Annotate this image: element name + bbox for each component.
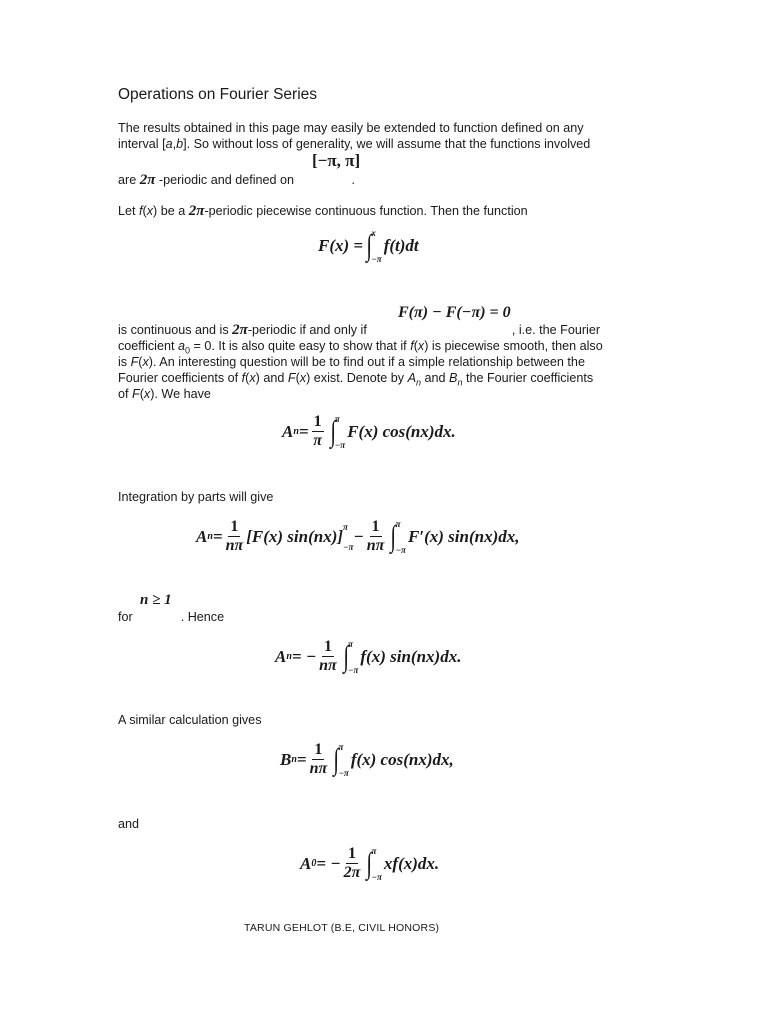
integral-sign: ∫ π −π <box>366 845 382 882</box>
intro-paragraph-line2: interval [a,b]. So without loss of generality, we will assume that the functions involved <box>118 137 591 151</box>
equation-An-result: A n = − $\frac{1}{n\pi}$ ∫ π −π f(x) sin(nx)dx. <box>275 638 462 675</box>
two-pi-math: 2π <box>232 322 248 338</box>
n-geq-1-math: n ≥ 1 <box>140 592 172 608</box>
let-paragraph: Let f(x) be a 2π-periodic piecewise continuous function. Then the function <box>118 203 528 219</box>
continuity-paragraph-line5: of F(x). We have <box>118 387 211 401</box>
equation-F-definition: F(x) = ∫ x −π f(t)dt <box>318 228 419 264</box>
intro-paragraph-line1: The results obtained in this page may easily be extended to function defined on any <box>118 121 584 135</box>
equation-An-definition: A n = $\frac{1}{\pi}$ ∫ π −π F(x) cos(nx)dx. <box>282 413 456 450</box>
two-pi-math: 2π <box>188 203 205 219</box>
integral-sign: ∫ π −π <box>390 518 406 555</box>
interval-math: [−π, π] <box>312 151 361 170</box>
author-footer: TARUN GEHLOT (B.E, CIVIL HONORS) <box>244 922 440 934</box>
for-hence-text: for . Hence <box>118 610 225 624</box>
equation-Bn-result: B n = $\frac{1}{n\pi}$ ∫ π −π f(x) cos(nx)dx, <box>280 741 454 778</box>
two-pi-math: 2π <box>139 172 156 188</box>
continuity-paragraph-line2: coefficient $a_0 = 0$. It is also quite easy to show that if f(x) is piecewise smooth, then also <box>118 339 603 356</box>
integral-sign: ∫ π −π <box>343 638 359 675</box>
and-text: and <box>118 817 140 831</box>
periodicity-condition-math: F(π) − F(−π) = 0 <box>398 304 511 321</box>
page-title: Operations on Fourier Series <box>118 86 318 103</box>
intro-paragraph-line3: are 2π -periodic and defined on . <box>118 172 356 188</box>
similar-calculation-text: A similar calculation gives <box>118 713 262 727</box>
continuity-paragraph-line1: is continuous and is 2π-periodic if and only if , i.e. the Fourier <box>118 322 601 338</box>
continuity-paragraph-line3: is F(x). An interesting question will be to find out if a simple relationship between the <box>118 355 585 369</box>
continuity-paragraph-line4: Fourier coefficients of f(x) and F(x) exist. Denote by $A_n$ and $B_n$ the Fourier coefficients <box>118 371 594 388</box>
integral-sign: ∫ π −π <box>333 741 349 778</box>
integral-sign: ∫ π −π <box>329 413 346 450</box>
integration-by-parts-text: Integration by parts will give <box>118 490 274 504</box>
equation-A0-result: A 0 = − $\frac{1}{2\pi}$ ∫ π −π xf(x)dx. <box>300 845 440 882</box>
integral-sign: ∫ x −π <box>366 228 382 264</box>
equation-An-by-parts: A n = $\frac{1}{n\pi}$ [F(x) sin(nx)] π −π − $\frac{1}{n\pi}$ ∫ π −π F′(x) sin(nx)dx, <box>196 518 520 555</box>
